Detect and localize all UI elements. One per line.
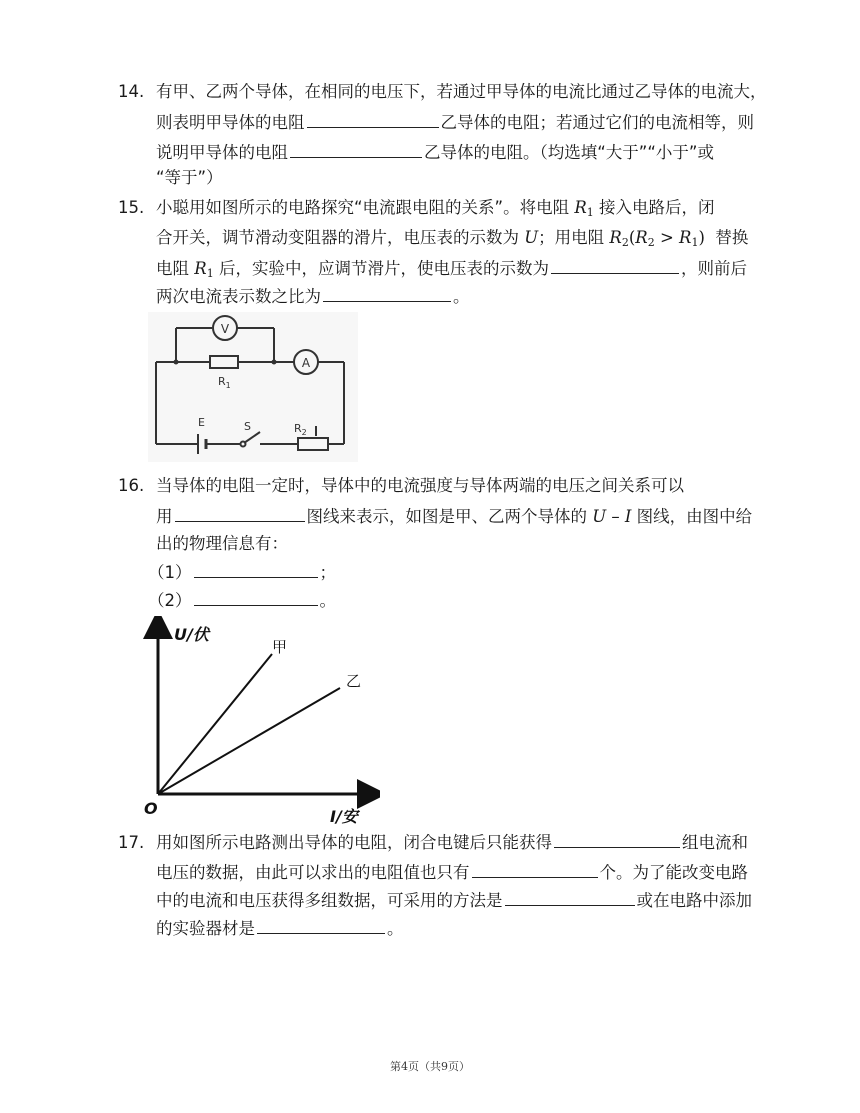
q14-text: 乙导体的电阻；若通过它们的电流相等，则 bbox=[440, 113, 754, 132]
q14-text: 有甲、乙两个导体，在相同的电压下，若通过甲导体的电流比通过乙导体的电流大， bbox=[156, 82, 767, 101]
q17-text: 组电流和 bbox=[682, 833, 748, 852]
item-label: （1） bbox=[148, 563, 192, 582]
q15-text: ；用电阻 bbox=[538, 228, 605, 247]
q15-number: 15. bbox=[118, 198, 145, 217]
q16-text: 图线来表示，如图是甲、乙两个导体的 bbox=[306, 507, 587, 526]
r1-symbol: $R_1$ bbox=[574, 198, 594, 219]
r1-symbol: $R_1$ bbox=[194, 259, 214, 280]
q17-text: 用如图所示电路测出导体的电阻，闭合电键后只能获得 bbox=[156, 833, 552, 852]
switch-label: S bbox=[244, 420, 251, 433]
q16-text: 出的物理信息有： bbox=[156, 534, 288, 553]
q14-line4 bbox=[156, 168, 223, 188]
answer-blank[interactable] bbox=[472, 862, 598, 878]
series-yi-line bbox=[158, 688, 340, 794]
junction bbox=[174, 360, 179, 365]
q16-text: 图线，由图中给 bbox=[636, 507, 753, 526]
q16-text: 当导体的电阻一定时，导体中的电流强度与导体两端的电压之间关系可以 bbox=[156, 476, 684, 495]
punct: 。 bbox=[319, 591, 336, 610]
q16-item2 bbox=[148, 590, 336, 611]
answer-blank[interactable] bbox=[323, 286, 451, 302]
q16-text: 用 bbox=[156, 507, 173, 526]
y-axis-label: U/伏 bbox=[174, 625, 209, 644]
q14-text: 说明甲导体的电阻 bbox=[156, 143, 288, 162]
punct: ； bbox=[319, 563, 336, 582]
answer-blank[interactable] bbox=[257, 918, 385, 934]
q17-line3 bbox=[156, 890, 752, 911]
ammeter-label: A bbox=[301, 356, 311, 370]
ui-symbol: U – I bbox=[592, 507, 632, 526]
ui-graph bbox=[140, 616, 380, 826]
rheostat-icon bbox=[298, 438, 328, 450]
q16-line1 bbox=[118, 476, 684, 496]
q14-line1 bbox=[118, 82, 767, 102]
item-label: （2） bbox=[148, 591, 192, 610]
x-axis-label: I/安 bbox=[330, 807, 358, 826]
q17-text: 或在电路中添加 bbox=[636, 891, 752, 910]
q15-text: 。 bbox=[453, 287, 470, 306]
answer-blank[interactable] bbox=[505, 890, 635, 906]
q17-line2 bbox=[156, 862, 748, 883]
page-footer: 第4页（共9页） bbox=[390, 1060, 470, 1073]
q15-text: 电阻 bbox=[156, 259, 189, 278]
q14-text: 则表明甲导体的电阻 bbox=[156, 113, 305, 132]
q16-line2 bbox=[156, 506, 752, 527]
u-symbol: U bbox=[524, 228, 539, 247]
q14-line2 bbox=[156, 112, 754, 133]
resistor-r1-icon bbox=[210, 356, 238, 368]
q15-line1 bbox=[118, 198, 715, 223]
answer-blank[interactable] bbox=[307, 112, 439, 128]
answer-blank[interactable] bbox=[175, 506, 305, 522]
switch-icon bbox=[244, 432, 260, 443]
q14-number: 14. bbox=[118, 82, 145, 101]
q15-line3 bbox=[156, 258, 747, 284]
q17-line1 bbox=[118, 832, 748, 853]
q17-text: 。 bbox=[387, 919, 404, 938]
q14-text: 乙导体的电阻。（均选填“大于”“小于”或 bbox=[424, 143, 714, 162]
answer-blank[interactable] bbox=[554, 832, 680, 848]
q16-number: 16. bbox=[118, 476, 145, 495]
r2-condition: $R_2(R_2 > R_1)$ bbox=[609, 228, 705, 249]
answer-blank[interactable] bbox=[194, 562, 318, 578]
r1-label: $R_1$ bbox=[218, 375, 231, 390]
q17-text: 的实验器材是 bbox=[156, 919, 255, 938]
circuit-diagram bbox=[148, 312, 358, 462]
q17-line4 bbox=[156, 918, 404, 939]
q17-text: 个。为了能改变电路 bbox=[599, 863, 748, 882]
q15-text: 两次电流表示数之比为 bbox=[156, 287, 321, 306]
q15-text: 替换 bbox=[715, 228, 749, 247]
q17-number: 17. bbox=[118, 833, 145, 852]
voltmeter-label: V bbox=[220, 322, 230, 336]
series-yi-label: 乙 bbox=[346, 672, 362, 690]
q15-text: 后，实验中，应调节滑片，使电压表的示数为 bbox=[218, 259, 549, 278]
q14-text: “等于”） bbox=[156, 168, 223, 187]
series-jia-line bbox=[158, 654, 272, 794]
junction bbox=[272, 360, 277, 365]
q16-line3 bbox=[156, 534, 288, 554]
series-jia-label: 甲 bbox=[272, 638, 288, 656]
q14-line3 bbox=[156, 142, 714, 163]
answer-blank[interactable] bbox=[551, 258, 679, 274]
q15-text: 合开关，调节滑动变阻器的滑片，电压表的示数为 bbox=[156, 228, 519, 247]
q15-line2 bbox=[156, 228, 748, 253]
q15-text: ，则前后 bbox=[680, 259, 747, 278]
r2-label: $R_2$ bbox=[294, 422, 307, 437]
origin-label: O bbox=[144, 799, 158, 818]
answer-blank[interactable] bbox=[194, 590, 318, 606]
q15-line4 bbox=[156, 286, 470, 307]
q15-text: 小聪用如图所示的电路探究“电流跟电阻的关系”。将电阻 bbox=[156, 198, 570, 217]
battery-label: E bbox=[198, 416, 205, 429]
q17-text: 电压的数据，由此可以求出的电阻值也只有 bbox=[156, 863, 470, 882]
q17-text: 中的电流和电压获得多组数据，可采用的方法是 bbox=[156, 891, 503, 910]
q15-text: 接入电路后，闭 bbox=[599, 198, 715, 217]
answer-blank[interactable] bbox=[290, 142, 422, 158]
q16-item1 bbox=[148, 562, 336, 583]
